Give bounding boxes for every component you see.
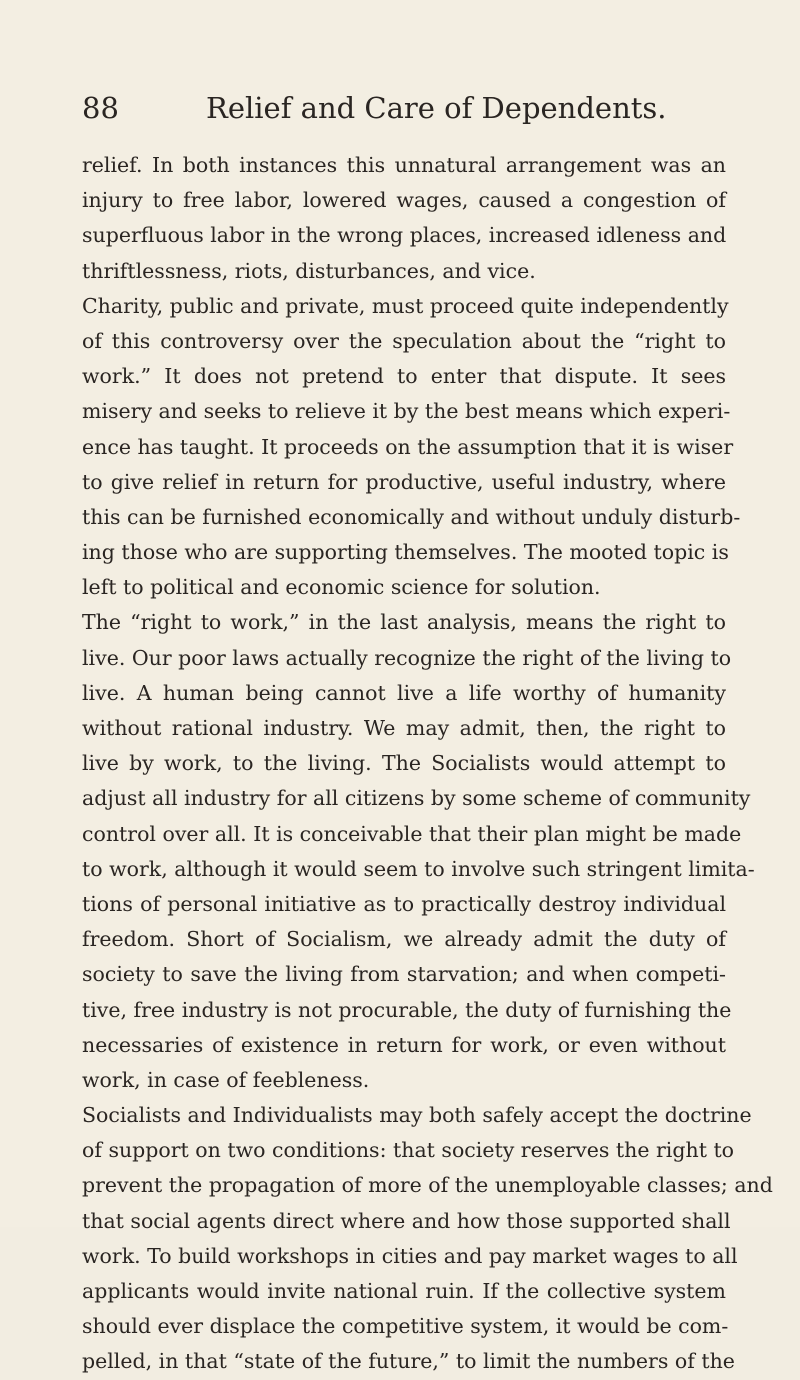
text-line: live. A human being cannot live a life worthy of humanity [82,680,726,705]
text-line: live. Our poor laws actually recognize the right of the living to [82,645,732,670]
text-line: of this controversy over the speculation about the “right to [82,328,726,353]
text-line: superfluous labor in the wrong places, increased idleness and [82,223,727,248]
text-line: applicants would invite national ruin. If the collective system [82,1279,726,1303]
text-line: prevent the propagation of more of the unemployable classes; and [82,1173,773,1198]
text-line: work.” It does not pretend to enter that dispute. It sees [82,364,726,389]
text-line: relief. In both instances this unnatural arrangement was an [82,153,726,177]
body-text [82,148,773,1380]
text-line: that social agents direct where and how those supported shall [82,1208,731,1233]
text-line: control over all. It is conceivable that their plan might be made [82,821,742,846]
text-line: Charity, public and private, must proceed quite independently [82,293,729,318]
text-line: injury to free labor, lowered wages, caused a congestion of [82,188,726,213]
text-line: The “right to work,” in the last analysis, means the right to [82,610,726,635]
text-line: ence has taught. It proceeds on the assumption that it is wiser [82,434,734,459]
text-line: necessaries of existence in return for work, or even without [82,1032,726,1057]
text-line: society to save the living from starvation; and when competi- [82,962,726,987]
running-head [82,86,718,130]
text-line: pelled, in that “state of the future,” to limit the numbers of the [82,1349,735,1374]
text-line: live by work, to the living. The Socialists would attempt to [82,751,726,776]
text-line: left to political and economic science for solution. [82,575,601,600]
text-line: Socialists and Individualists may both safely accept the doctrine [82,1103,752,1128]
running-title: Relief and Care of Dependents. [206,91,667,125]
page-number: 88 [82,91,119,125]
text-line: of support on two conditions: that society reserves the right to [82,1138,735,1163]
text-line: this can be furnished economically and without unduly disturb- [82,504,741,529]
text-line: adjust all industry for all citizens by some scheme of community [82,786,751,811]
text-line: thriftlessness, riots, disturbances, and vice. [82,258,536,283]
text-line: without rational industry. We may admit, then, the right to [82,716,726,740]
text-line: tions of personal initiative as to practically destroy individual [82,891,726,916]
text-line: to work, although it would seem to involve such stringent limita- [82,856,755,881]
text-line: tive, free industry is not procurable, the duty of furnishing the [82,997,732,1022]
text-line: ing those who are supporting themselves. The mooted topic is [82,540,729,565]
text-line: misery and seeks to relieve it by the best means which experi- [82,399,731,424]
text-line: should ever displace the competitive system, it would be com- [82,1314,729,1339]
text-line: work, in case of feebleness. [82,1067,370,1092]
text-line: work. To build workshops in cities and pay market wages to all [82,1243,738,1268]
text-line: freedom. Short of Socialism, we already admit the duty of [82,927,726,952]
text-line: to give relief in return for productive, useful industry, where [82,469,726,494]
